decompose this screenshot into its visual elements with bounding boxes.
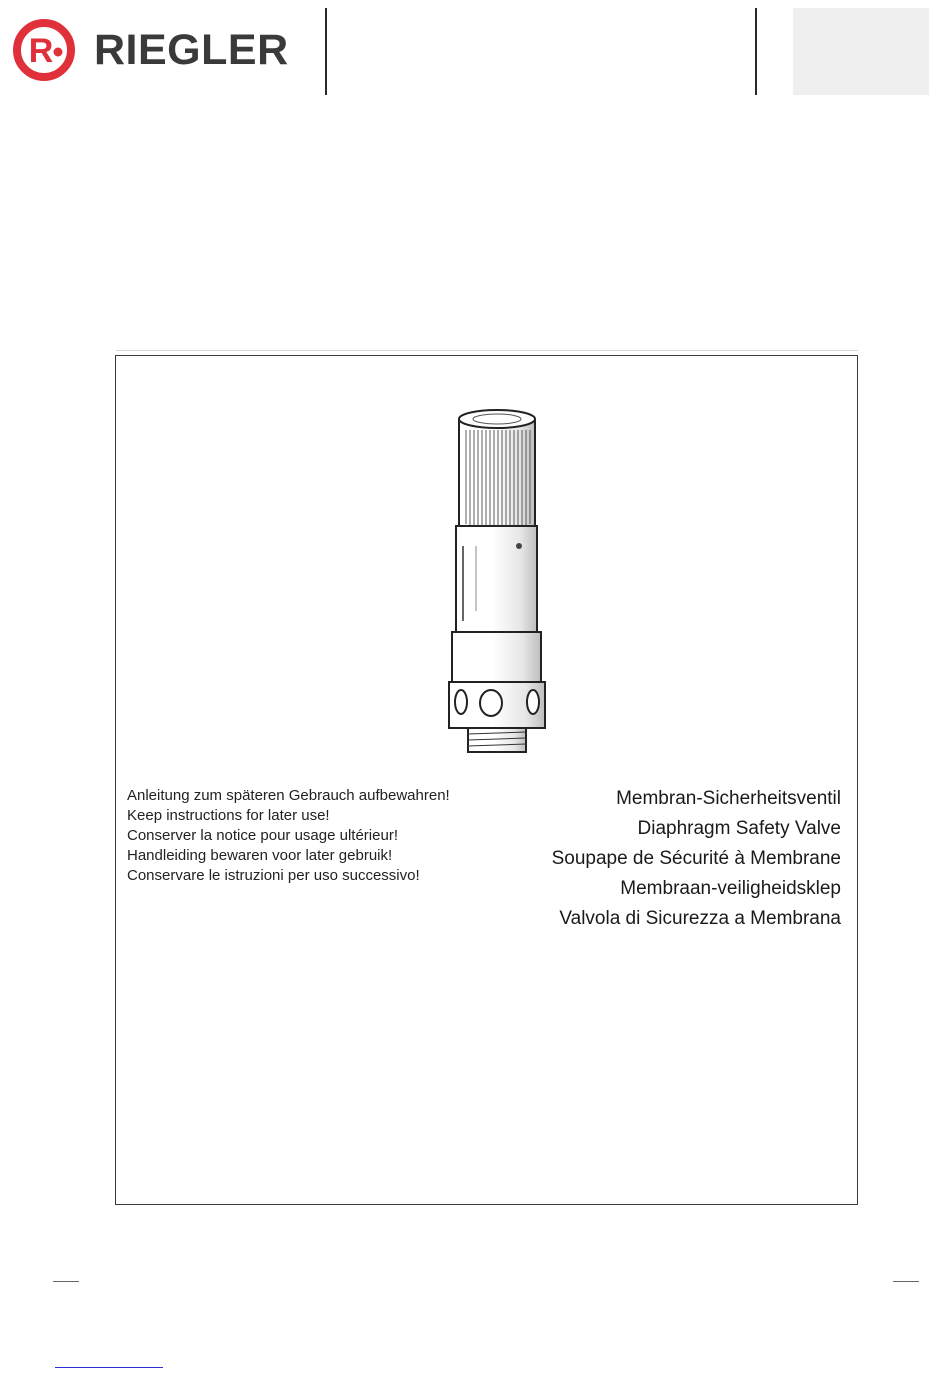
instruction-line: Anleitung zum späteren Gebrauch aufbewahren! — [127, 787, 450, 804]
product-title: Membran-Sicherheitsventil — [616, 788, 841, 809]
keep-instructions-notice — [127, 786, 450, 886]
instruction-line: Keep instructions for later use! — [127, 807, 330, 824]
safety-valve-illustration — [416, 406, 566, 756]
product-titles — [552, 784, 841, 934]
header-divider — [755, 8, 757, 95]
header-divider — [325, 8, 327, 95]
crop-mark — [53, 1281, 79, 1282]
product-title: Diaphragm Safety Valve — [637, 818, 841, 839]
cover-frame — [115, 355, 858, 1205]
product-title: Membraan-veiligheidsklep — [620, 878, 841, 899]
brand-name: RIEGLER — [94, 25, 289, 74]
product-title: Soupape de Sécurité à Membrane — [551, 848, 841, 869]
svg-text:R: R — [28, 32, 54, 70]
product-title: Valvola di Sicurezza a Membrana — [559, 908, 841, 929]
instruction-line: Conservare le istruzioni per uso successivo! — [127, 867, 420, 884]
instruction-line: Handleiding bewaren voor later gebruik! — [127, 847, 393, 864]
riegler-logo-icon — [10, 16, 78, 84]
crop-mark — [893, 1281, 919, 1282]
instruction-line: Conserver la notice pour usage ultérieur! — [127, 827, 398, 844]
frame-top-rule — [116, 350, 858, 351]
brand-logo — [10, 16, 289, 84]
footer-link-underline[interactable] — [55, 1367, 163, 1368]
header-grey-box — [793, 8, 929, 95]
